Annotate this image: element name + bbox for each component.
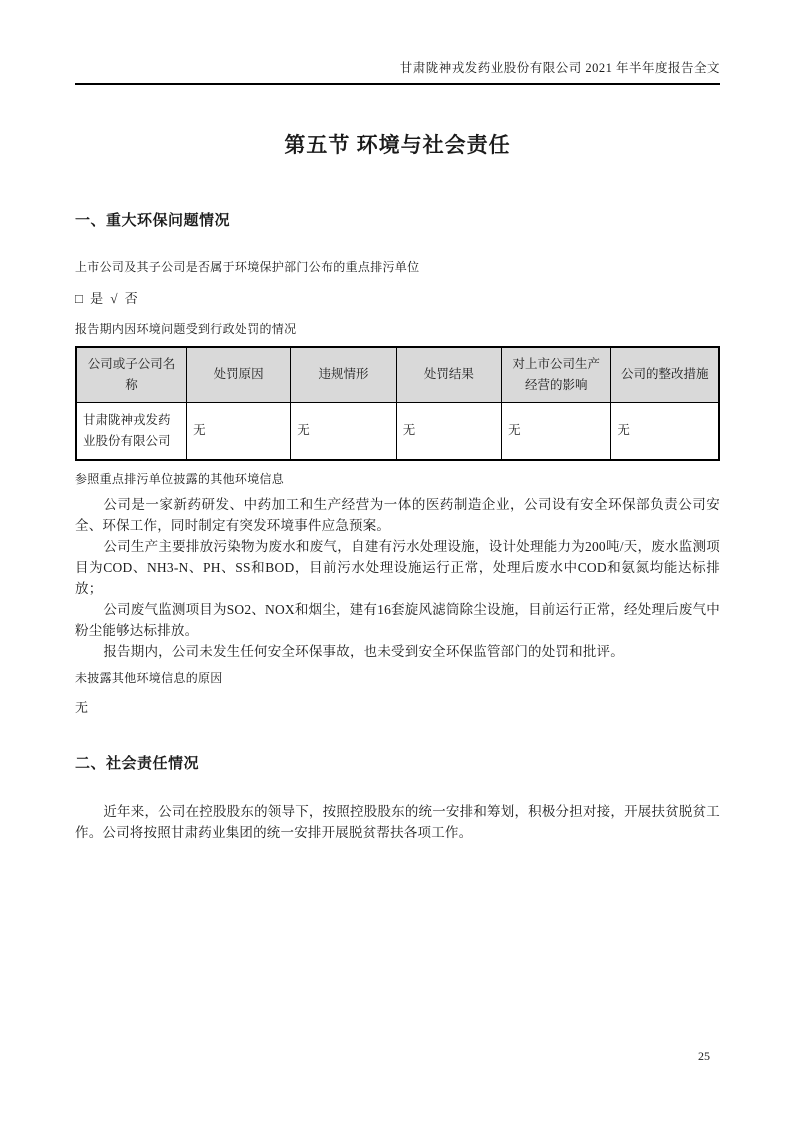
col-header-violation: 违规情形 <box>291 347 396 402</box>
cell-company-name: 甘肃陇神戎发药业股份有限公司 <box>76 402 187 460</box>
section-2-heading: 二、社会责任情况 <box>75 756 200 772</box>
other-env-info-label: 参照重点排污单位披露的其他环境信息 <box>75 472 285 486</box>
undisclosed-reason-label: 未披露其他环境信息的原因 <box>75 671 223 685</box>
social-responsibility-paragraph: 近年来，公司在控股股东的领导下，按照控股股东的统一安排和筹划，积极分担对接，开展扶贫脱贫工作。公司将按照甘肃药业集团的统一安排开展脱贫帮扶各项工作。 <box>75 804 720 840</box>
cell-rectification: 无 <box>611 402 719 460</box>
col-header-company: 公司或子公司名称 <box>76 347 187 402</box>
penalty-intro-label: 报告期内因环境问题受到行政处罚的情况 <box>75 322 297 336</box>
section-1-heading: 一、重大环保问题情况 <box>75 213 231 229</box>
col-header-penalty-reason: 处罚原因 <box>187 347 291 402</box>
page-title: 第五节 环境与社会责任 <box>284 133 511 157</box>
env-paragraph-3: 公司废气监测项目为SO2、NOX和烟尘，建有16套旋风滤筒除尘设施，目前运行正常，经处理后废气中粉尘能够达标排放。 <box>75 602 720 638</box>
table-row <box>76 402 719 460</box>
document-header: 甘肃陇神戎发药业股份有限公司 2021 年半年度报告全文 <box>75 58 720 85</box>
col-header-rectification: 公司的整改措施 <box>611 347 719 402</box>
env-paragraph-2: 公司生产主要排放污染物为废水和废气，自建有污水处理设施，设计处理能力为200吨/天，废水监测项目为COD、NH3-N、PH、SS和BOD，目前污水处理设施运行正常，处理后废水中COD和氨氮均能达标排放； <box>75 539 720 596</box>
col-header-penalty-result: 处罚结果 <box>396 347 501 402</box>
penalty-table <box>75 346 720 461</box>
cell-impact: 无 <box>502 402 611 460</box>
col-header-impact: 对上市公司生产经营的影响 <box>502 347 611 402</box>
env-paragraph-4: 报告期内，公司未发生任何安全环保事故，也未受到安全环保监管部门的处罚和批评。 <box>103 644 624 659</box>
key-pollutant-question: 上市公司及其子公司是否属于环境保护部门公布的重点排污单位 <box>75 260 420 274</box>
env-paragraph-1: 公司是一家新药研发、中药加工和生产经营为一体的医药制造企业，公司设有安全环保部负责公司安全、环保工作，同时制定有突发环境事件应急预案。 <box>75 497 720 533</box>
undisclosed-reason-value: 无 <box>75 700 89 715</box>
cell-violation: 无 <box>291 402 396 460</box>
table-header-row <box>76 347 719 402</box>
page-number: 25 <box>698 1049 710 1063</box>
cell-penalty-reason: 无 <box>187 402 291 460</box>
cell-penalty-result: 无 <box>396 402 501 460</box>
yes-no-checkbox-line: □ 是 √ 否 <box>75 291 140 306</box>
